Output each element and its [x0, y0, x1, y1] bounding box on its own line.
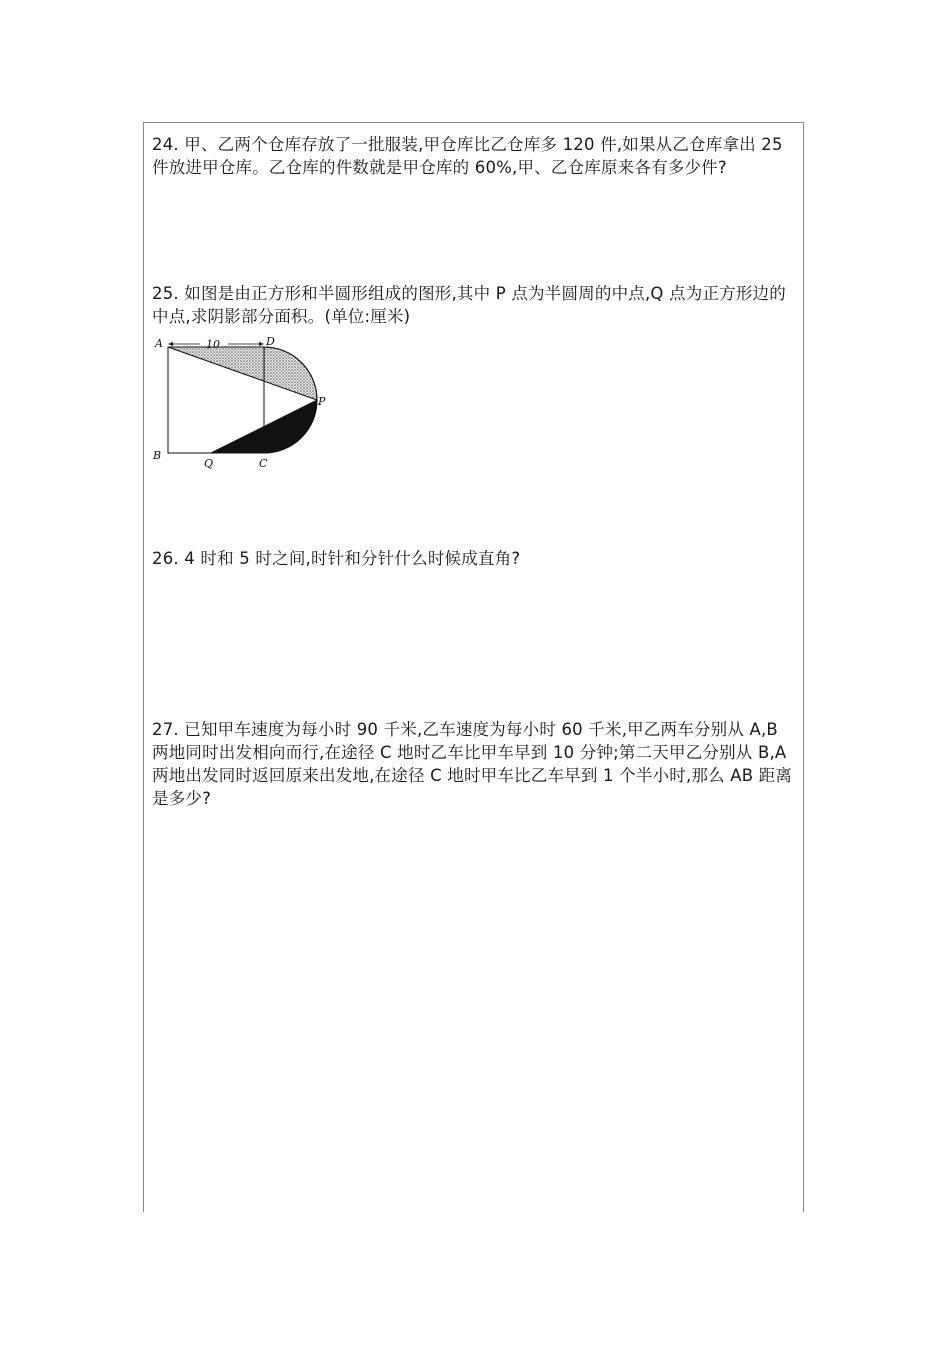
question-24: 24. 甲、乙两个仓库存放了一批服装,甲仓库比乙仓库多 120 件,如果从乙仓库拿出 25 件放进甲仓库。乙仓库的件数就是甲仓库的 60%,甲、乙仓库原来各有多少件? [152, 135, 783, 177]
label-c: C [259, 457, 268, 470]
geometry-figure [150, 333, 340, 473]
label-b: B [153, 449, 162, 462]
upper-shaded-region [168, 347, 317, 400]
dimension-label: 10 [206, 338, 220, 351]
question-26: 26. 4 时和 5 时之间,时针和分针什么时候成直角? [152, 549, 521, 568]
label-d: D [266, 335, 275, 348]
label-a: A [155, 337, 163, 350]
label-p: P [318, 395, 326, 408]
label-q: Q [204, 457, 214, 470]
question-25: 25. 如图是由正方形和半圆形组成的图形,其中 P 点为半圆周的中点,Q 点为正方形边的中点,求阴影部分面积。(单位:厘米) [152, 284, 786, 326]
question-27: 27. 已知甲车速度为每小时 90 千米,乙车速度为每小时 60 千米,甲乙两车分别从 A,B 两地同时出发相向而行,在途径 C 地时乙车比甲车早到 10 分钟;第二天甲乙分别从 B,A 两地出发同时返回原来出发地,在途径 C 地时甲车比乙车早到 1 个半小时,那么 AB 距离是多少? [152, 720, 793, 808]
